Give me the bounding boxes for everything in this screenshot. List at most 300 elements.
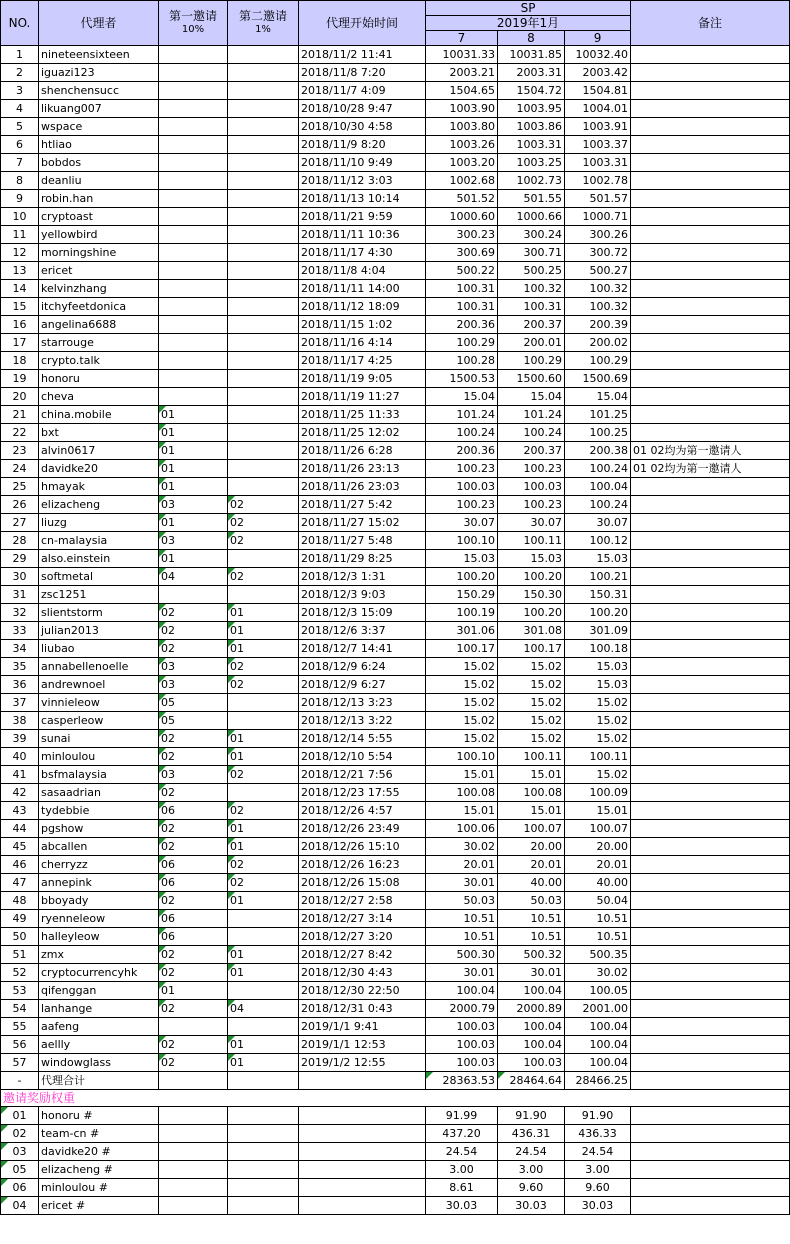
first-inviter[interactable] xyxy=(159,208,228,226)
second-inviter[interactable] xyxy=(228,64,299,82)
second-inviter[interactable] xyxy=(228,406,299,424)
sp-day-7[interactable]: 100.24 xyxy=(426,424,498,442)
sp-day-8[interactable]: 40.00 xyxy=(498,874,565,892)
sp-day-7[interactable]: 20.01 xyxy=(426,856,498,874)
row-no[interactable]: 25 xyxy=(1,478,39,496)
sp-day-8[interactable]: 1003.25 xyxy=(498,154,565,172)
sp-day-7[interactable]: 30.07 xyxy=(426,514,498,532)
row-no[interactable]: 51 xyxy=(1,946,39,964)
agent-name[interactable]: tydebbie xyxy=(39,802,159,820)
sp-day-7[interactable]: 101.24 xyxy=(426,406,498,424)
sp-day-7[interactable]: 100.23 xyxy=(426,460,498,478)
sp-day-9[interactable]: 15.02 xyxy=(565,730,631,748)
sp-day-9[interactable]: 10032.40 xyxy=(565,46,631,64)
agent-name[interactable]: halleyleow xyxy=(39,928,159,946)
agent-name[interactable]: robin.han xyxy=(39,190,159,208)
note[interactable] xyxy=(631,280,790,298)
row-no[interactable]: 56 xyxy=(1,1036,39,1054)
note[interactable] xyxy=(631,1036,790,1054)
weight-day-9[interactable]: 436.33 xyxy=(565,1125,631,1143)
note[interactable] xyxy=(631,748,790,766)
first-inviter[interactable] xyxy=(159,118,228,136)
first-inviter[interactable] xyxy=(159,244,228,262)
agent-name[interactable]: aellly xyxy=(39,1036,159,1054)
second-inviter[interactable]: 01 xyxy=(228,640,299,658)
sp-day-8[interactable]: 100.04 xyxy=(498,1018,565,1036)
sp-day-9[interactable]: 100.05 xyxy=(565,982,631,1000)
weight-empty-3[interactable] xyxy=(299,1161,426,1179)
second-inviter[interactable]: 01 xyxy=(228,748,299,766)
agent-name[interactable]: bsfmalaysia xyxy=(39,766,159,784)
sp-day-9[interactable]: 15.01 xyxy=(565,802,631,820)
first-inviter[interactable]: 02 xyxy=(159,1054,228,1072)
note[interactable] xyxy=(631,496,790,514)
row-no[interactable]: 18 xyxy=(1,352,39,370)
agent-name[interactable]: sasaadrian xyxy=(39,784,159,802)
row-no[interactable]: 46 xyxy=(1,856,39,874)
start-time[interactable]: 2018/12/6 3:37 xyxy=(299,622,426,640)
sp-day-9[interactable]: 200.38 xyxy=(565,442,631,460)
agent-name[interactable]: windowglass xyxy=(39,1054,159,1072)
agent-name[interactable]: cryptoast xyxy=(39,208,159,226)
start-time[interactable]: 2018/12/7 14:41 xyxy=(299,640,426,658)
sp-day-7[interactable]: 1000.60 xyxy=(426,208,498,226)
row-no[interactable]: 1 xyxy=(1,46,39,64)
first-inviter[interactable] xyxy=(159,262,228,280)
note[interactable] xyxy=(631,424,790,442)
sp-day-8[interactable]: 1003.31 xyxy=(498,136,565,154)
weight-empty-2[interactable] xyxy=(228,1125,299,1143)
agent-name[interactable]: lanhange xyxy=(39,1000,159,1018)
note[interactable] xyxy=(631,262,790,280)
weight-empty-3[interactable] xyxy=(299,1107,426,1125)
weight-empty-2[interactable] xyxy=(228,1107,299,1125)
row-no[interactable]: 17 xyxy=(1,334,39,352)
second-inviter[interactable] xyxy=(228,370,299,388)
sp-day-7[interactable]: 100.28 xyxy=(426,352,498,370)
agent-name[interactable]: starrouge xyxy=(39,334,159,352)
sp-day-9[interactable]: 15.02 xyxy=(565,712,631,730)
start-time[interactable]: 2018/11/10 9:49 xyxy=(299,154,426,172)
sp-day-9[interactable]: 300.72 xyxy=(565,244,631,262)
header-invite2[interactable] xyxy=(228,1,299,46)
start-time[interactable]: 2018/12/13 3:23 xyxy=(299,694,426,712)
first-inviter[interactable]: 01 xyxy=(159,514,228,532)
row-no[interactable]: 38 xyxy=(1,712,39,730)
agent-name[interactable]: hmayak xyxy=(39,478,159,496)
second-inviter[interactable]: 02 xyxy=(228,874,299,892)
row-no[interactable]: 19 xyxy=(1,370,39,388)
sp-day-8[interactable]: 500.32 xyxy=(498,946,565,964)
note[interactable]: 01 02均为第一邀请人 xyxy=(631,460,790,478)
sp-day-8[interactable]: 100.11 xyxy=(498,532,565,550)
start-time[interactable]: 2018/12/26 15:08 xyxy=(299,874,426,892)
first-inviter[interactable] xyxy=(159,100,228,118)
note[interactable] xyxy=(631,622,790,640)
first-inviter[interactable]: 01 xyxy=(159,442,228,460)
sp-day-9[interactable]: 100.24 xyxy=(565,460,631,478)
agent-name[interactable]: cherryzz xyxy=(39,856,159,874)
agent-name[interactable]: vinnieleow xyxy=(39,694,159,712)
second-inviter[interactable] xyxy=(228,190,299,208)
start-time[interactable]: 2018/12/13 3:22 xyxy=(299,712,426,730)
second-inviter[interactable]: 02 xyxy=(228,568,299,586)
first-inviter[interactable] xyxy=(159,352,228,370)
agent-name[interactable]: pgshow xyxy=(39,820,159,838)
start-time[interactable]: 2018/11/27 5:48 xyxy=(299,532,426,550)
weight-day-7[interactable]: 437.20 xyxy=(426,1125,498,1143)
row-no[interactable]: 5 xyxy=(1,118,39,136)
weight-day-8[interactable]: 9.60 xyxy=(498,1179,565,1197)
sp-day-7[interactable]: 10.51 xyxy=(426,910,498,928)
header-day-7[interactable]: 7 xyxy=(426,31,498,46)
weight-empty-3[interactable] xyxy=(299,1197,426,1215)
note[interactable] xyxy=(631,298,790,316)
row-no[interactable]: 36 xyxy=(1,676,39,694)
start-time[interactable]: 2018/10/30 4:58 xyxy=(299,118,426,136)
second-inviter[interactable]: 01 xyxy=(228,964,299,982)
sp-day-8[interactable]: 100.20 xyxy=(498,604,565,622)
weight-day-7[interactable]: 3.00 xyxy=(426,1161,498,1179)
second-inviter[interactable]: 01 xyxy=(228,1054,299,1072)
note[interactable] xyxy=(631,370,790,388)
start-time[interactable]: 2018/11/19 11:27 xyxy=(299,388,426,406)
first-inviter[interactable]: 01 xyxy=(159,424,228,442)
total-note[interactable] xyxy=(631,1072,790,1090)
note[interactable] xyxy=(631,136,790,154)
row-no[interactable]: 11 xyxy=(1,226,39,244)
agent-name[interactable]: annepink xyxy=(39,874,159,892)
first-inviter[interactable]: 01 xyxy=(159,460,228,478)
row-no[interactable]: 39 xyxy=(1,730,39,748)
sp-day-7[interactable]: 100.08 xyxy=(426,784,498,802)
row-no[interactable]: 52 xyxy=(1,964,39,982)
sp-day-8[interactable]: 15.01 xyxy=(498,802,565,820)
sp-day-9[interactable]: 200.02 xyxy=(565,334,631,352)
header-note[interactable]: 备注 xyxy=(631,1,790,46)
weight-empty-3[interactable] xyxy=(299,1179,426,1197)
header-no[interactable]: NO. xyxy=(1,1,39,46)
sp-day-8[interactable]: 100.24 xyxy=(498,424,565,442)
note[interactable] xyxy=(631,640,790,658)
sp-day-9[interactable]: 500.27 xyxy=(565,262,631,280)
start-time[interactable]: 2018/11/21 9:59 xyxy=(299,208,426,226)
start-time[interactable]: 2019/1/2 12:55 xyxy=(299,1054,426,1072)
row-no[interactable]: 32 xyxy=(1,604,39,622)
sp-day-9[interactable]: 1003.91 xyxy=(565,118,631,136)
row-no[interactable]: 31 xyxy=(1,586,39,604)
weight-empty-3[interactable] xyxy=(299,1143,426,1161)
start-time[interactable]: 2018/12/9 6:27 xyxy=(299,676,426,694)
second-inviter[interactable] xyxy=(228,100,299,118)
second-inviter[interactable] xyxy=(228,316,299,334)
row-no[interactable]: 29 xyxy=(1,550,39,568)
second-inviter[interactable] xyxy=(228,280,299,298)
weight-day-7[interactable]: 30.03 xyxy=(426,1197,498,1215)
sp-day-8[interactable]: 100.04 xyxy=(498,982,565,1000)
sp-day-8[interactable]: 100.03 xyxy=(498,1054,565,1072)
row-no[interactable]: 37 xyxy=(1,694,39,712)
start-time[interactable]: 2018/11/9 8:20 xyxy=(299,136,426,154)
second-inviter[interactable]: 01 xyxy=(228,946,299,964)
agent-name[interactable]: bxt xyxy=(39,424,159,442)
sp-day-8[interactable]: 1002.73 xyxy=(498,172,565,190)
second-inviter[interactable] xyxy=(228,694,299,712)
first-inviter[interactable] xyxy=(159,82,228,100)
sp-day-9[interactable]: 1003.31 xyxy=(565,154,631,172)
first-inviter[interactable]: 02 xyxy=(159,820,228,838)
agent-name[interactable]: cheva xyxy=(39,388,159,406)
sp-day-8[interactable]: 10.51 xyxy=(498,928,565,946)
second-inviter[interactable] xyxy=(228,424,299,442)
note[interactable] xyxy=(631,64,790,82)
sp-day-9[interactable]: 40.00 xyxy=(565,874,631,892)
note[interactable] xyxy=(631,100,790,118)
start-time[interactable]: 2018/11/25 12:02 xyxy=(299,424,426,442)
row-no[interactable]: 22 xyxy=(1,424,39,442)
note[interactable] xyxy=(631,730,790,748)
sp-day-9[interactable]: 501.57 xyxy=(565,190,631,208)
sp-day-9[interactable]: 1002.78 xyxy=(565,172,631,190)
row-no[interactable]: 55 xyxy=(1,1018,39,1036)
weight-day-9[interactable]: 3.00 xyxy=(565,1161,631,1179)
row-no[interactable]: 47 xyxy=(1,874,39,892)
weight-code[interactable]: 04 xyxy=(1,1197,39,1215)
sp-day-7[interactable]: 50.03 xyxy=(426,892,498,910)
sp-day-9[interactable]: 20.01 xyxy=(565,856,631,874)
start-time[interactable]: 2018/12/30 4:43 xyxy=(299,964,426,982)
sp-day-8[interactable]: 100.08 xyxy=(498,784,565,802)
note[interactable] xyxy=(631,244,790,262)
sp-day-8[interactable]: 100.07 xyxy=(498,820,565,838)
sp-day-9[interactable]: 100.09 xyxy=(565,784,631,802)
first-inviter[interactable]: 05 xyxy=(159,694,228,712)
sp-day-8[interactable]: 100.03 xyxy=(498,478,565,496)
sp-day-9[interactable]: 100.32 xyxy=(565,280,631,298)
row-no[interactable]: 49 xyxy=(1,910,39,928)
weight-note[interactable] xyxy=(631,1197,790,1215)
agent-name[interactable]: angelina6688 xyxy=(39,316,159,334)
sp-day-7[interactable]: 10.51 xyxy=(426,928,498,946)
sp-day-8[interactable]: 100.11 xyxy=(498,748,565,766)
weight-code[interactable]: 05 xyxy=(1,1161,39,1179)
weight-empty-2[interactable] xyxy=(228,1161,299,1179)
second-inviter[interactable] xyxy=(228,442,299,460)
sp-day-8[interactable]: 10.51 xyxy=(498,910,565,928)
first-inviter[interactable]: 02 xyxy=(159,1000,228,1018)
sp-day-9[interactable]: 10.51 xyxy=(565,910,631,928)
first-inviter[interactable]: 02 xyxy=(159,838,228,856)
sp-day-9[interactable]: 20.00 xyxy=(565,838,631,856)
sp-day-9[interactable]: 1004.01 xyxy=(565,100,631,118)
note[interactable] xyxy=(631,586,790,604)
start-time[interactable]: 2018/12/14 5:55 xyxy=(299,730,426,748)
sp-day-8[interactable]: 100.31 xyxy=(498,298,565,316)
note[interactable] xyxy=(631,856,790,874)
weight-empty-3[interactable] xyxy=(299,1125,426,1143)
agent-name[interactable]: abcallen xyxy=(39,838,159,856)
sp-day-9[interactable]: 2001.00 xyxy=(565,1000,631,1018)
note[interactable] xyxy=(631,766,790,784)
first-inviter[interactable]: 06 xyxy=(159,856,228,874)
agent-name[interactable]: casperleow xyxy=(39,712,159,730)
sp-day-9[interactable]: 100.24 xyxy=(565,496,631,514)
start-time[interactable]: 2018/11/16 4:14 xyxy=(299,334,426,352)
agent-name[interactable]: sunai xyxy=(39,730,159,748)
first-inviter[interactable]: 02 xyxy=(159,1036,228,1054)
note[interactable] xyxy=(631,118,790,136)
sp-day-8[interactable]: 200.01 xyxy=(498,334,565,352)
start-time[interactable]: 2018/12/26 4:57 xyxy=(299,802,426,820)
first-inviter[interactable] xyxy=(159,46,228,64)
row-no[interactable]: 40 xyxy=(1,748,39,766)
first-inviter[interactable] xyxy=(159,388,228,406)
note[interactable] xyxy=(631,388,790,406)
first-inviter[interactable] xyxy=(159,190,228,208)
sp-day-7[interactable]: 15.02 xyxy=(426,730,498,748)
weight-day-9[interactable]: 30.03 xyxy=(565,1197,631,1215)
weight-day-9[interactable]: 9.60 xyxy=(565,1179,631,1197)
note[interactable]: 01 02均为第一邀请人 xyxy=(631,442,790,460)
first-inviter[interactable]: 06 xyxy=(159,910,228,928)
agent-name[interactable]: likuang007 xyxy=(39,100,159,118)
sp-day-8[interactable]: 30.07 xyxy=(498,514,565,532)
sp-day-8[interactable]: 15.02 xyxy=(498,694,565,712)
second-inviter[interactable] xyxy=(228,784,299,802)
sp-day-9[interactable]: 1500.69 xyxy=(565,370,631,388)
second-inviter[interactable] xyxy=(228,172,299,190)
sp-day-8[interactable]: 20.01 xyxy=(498,856,565,874)
start-time[interactable]: 2018/11/8 4:04 xyxy=(299,262,426,280)
second-inviter[interactable] xyxy=(228,298,299,316)
sp-day-7[interactable]: 100.04 xyxy=(426,982,498,1000)
sp-day-9[interactable]: 2003.42 xyxy=(565,64,631,82)
sp-day-7[interactable]: 100.23 xyxy=(426,496,498,514)
start-time[interactable]: 2018/11/12 3:03 xyxy=(299,172,426,190)
weight-code[interactable]: 03 xyxy=(1,1143,39,1161)
agent-name[interactable]: bobdos xyxy=(39,154,159,172)
sp-day-9[interactable]: 15.03 xyxy=(565,658,631,676)
weight-day-7[interactable]: 8.61 xyxy=(426,1179,498,1197)
sp-day-7[interactable]: 100.19 xyxy=(426,604,498,622)
note[interactable] xyxy=(631,532,790,550)
sp-day-9[interactable]: 1504.81 xyxy=(565,82,631,100)
sp-day-8[interactable]: 500.25 xyxy=(498,262,565,280)
header-day-8[interactable]: 8 xyxy=(498,31,565,46)
start-time[interactable]: 2018/12/21 7:56 xyxy=(299,766,426,784)
sp-day-9[interactable]: 30.02 xyxy=(565,964,631,982)
start-time[interactable]: 2018/12/23 17:55 xyxy=(299,784,426,802)
sp-day-7[interactable]: 100.10 xyxy=(426,748,498,766)
second-inviter[interactable]: 04 xyxy=(228,1000,299,1018)
row-no[interactable]: 23 xyxy=(1,442,39,460)
row-no[interactable]: 10 xyxy=(1,208,39,226)
agent-name[interactable]: iguazi123 xyxy=(39,64,159,82)
weight-name[interactable]: ericet # xyxy=(39,1197,159,1215)
first-inviter[interactable]: 03 xyxy=(159,532,228,550)
weights-title[interactable]: 邀请奖励权重 xyxy=(1,1090,159,1107)
sp-day-8[interactable]: 101.24 xyxy=(498,406,565,424)
sp-day-8[interactable]: 1000.66 xyxy=(498,208,565,226)
total-label[interactable]: 代理合计 xyxy=(39,1072,159,1090)
total-day-9[interactable]: 28466.25 xyxy=(565,1072,631,1090)
first-inviter[interactable] xyxy=(159,136,228,154)
second-inviter[interactable]: 02 xyxy=(228,532,299,550)
start-time[interactable]: 2018/12/10 5:54 xyxy=(299,748,426,766)
header-invite1[interactable] xyxy=(159,1,228,46)
start-time[interactable]: 2019/1/1 9:41 xyxy=(299,1018,426,1036)
sp-day-7[interactable]: 100.03 xyxy=(426,478,498,496)
sp-day-9[interactable]: 301.09 xyxy=(565,622,631,640)
row-no[interactable]: 24 xyxy=(1,460,39,478)
second-inviter[interactable]: 01 xyxy=(228,838,299,856)
sp-day-7[interactable]: 2000.79 xyxy=(426,1000,498,1018)
sp-day-9[interactable]: 100.04 xyxy=(565,478,631,496)
weight-name[interactable]: elizacheng # xyxy=(39,1161,159,1179)
agent-name[interactable]: alvin0617 xyxy=(39,442,159,460)
second-inviter[interactable]: 02 xyxy=(228,766,299,784)
weight-empty-1[interactable] xyxy=(159,1125,228,1143)
sp-day-8[interactable]: 15.04 xyxy=(498,388,565,406)
first-inviter[interactable]: 06 xyxy=(159,802,228,820)
note[interactable] xyxy=(631,82,790,100)
row-no[interactable]: 21 xyxy=(1,406,39,424)
sp-day-9[interactable]: 1003.37 xyxy=(565,136,631,154)
sp-day-8[interactable]: 301.08 xyxy=(498,622,565,640)
note[interactable] xyxy=(631,604,790,622)
note[interactable] xyxy=(631,964,790,982)
first-inviter[interactable]: 03 xyxy=(159,676,228,694)
row-no[interactable]: 27 xyxy=(1,514,39,532)
first-inviter[interactable]: 02 xyxy=(159,604,228,622)
sp-day-8[interactable]: 100.23 xyxy=(498,496,565,514)
weight-empty-1[interactable] xyxy=(159,1107,228,1125)
agent-name[interactable]: davidke20 xyxy=(39,460,159,478)
sp-day-8[interactable]: 15.02 xyxy=(498,658,565,676)
row-no[interactable]: 33 xyxy=(1,622,39,640)
agent-name[interactable]: aafeng xyxy=(39,1018,159,1036)
header-month[interactable]: 2019年1月 xyxy=(426,16,631,31)
sp-day-7[interactable]: 15.02 xyxy=(426,676,498,694)
second-inviter[interactable]: 01 xyxy=(228,604,299,622)
second-inviter[interactable]: 02 xyxy=(228,676,299,694)
weight-note[interactable] xyxy=(631,1143,790,1161)
first-inviter[interactable]: 05 xyxy=(159,712,228,730)
first-inviter[interactable] xyxy=(159,226,228,244)
sp-day-7[interactable]: 30.01 xyxy=(426,964,498,982)
row-no[interactable]: 16 xyxy=(1,316,39,334)
agent-name[interactable]: yellowbird xyxy=(39,226,159,244)
sp-day-9[interactable]: 100.18 xyxy=(565,640,631,658)
sp-day-8[interactable]: 30.01 xyxy=(498,964,565,982)
weight-empty-1[interactable] xyxy=(159,1179,228,1197)
row-no[interactable]: 57 xyxy=(1,1054,39,1072)
row-no[interactable]: 20 xyxy=(1,388,39,406)
row-no[interactable]: 44 xyxy=(1,820,39,838)
start-time[interactable]: 2018/11/13 10:14 xyxy=(299,190,426,208)
row-no[interactable]: 50 xyxy=(1,928,39,946)
header-day-9[interactable]: 9 xyxy=(565,31,631,46)
agent-name[interactable]: elizacheng xyxy=(39,496,159,514)
start-time[interactable]: 2018/12/31 0:43 xyxy=(299,1000,426,1018)
first-inviter[interactable]: 02 xyxy=(159,892,228,910)
sp-day-7[interactable]: 1504.65 xyxy=(426,82,498,100)
sp-day-8[interactable]: 1003.95 xyxy=(498,100,565,118)
agent-name[interactable]: slientstorm xyxy=(39,604,159,622)
start-time[interactable]: 2018/10/28 9:47 xyxy=(299,100,426,118)
first-inviter[interactable] xyxy=(159,316,228,334)
sp-day-9[interactable]: 30.07 xyxy=(565,514,631,532)
